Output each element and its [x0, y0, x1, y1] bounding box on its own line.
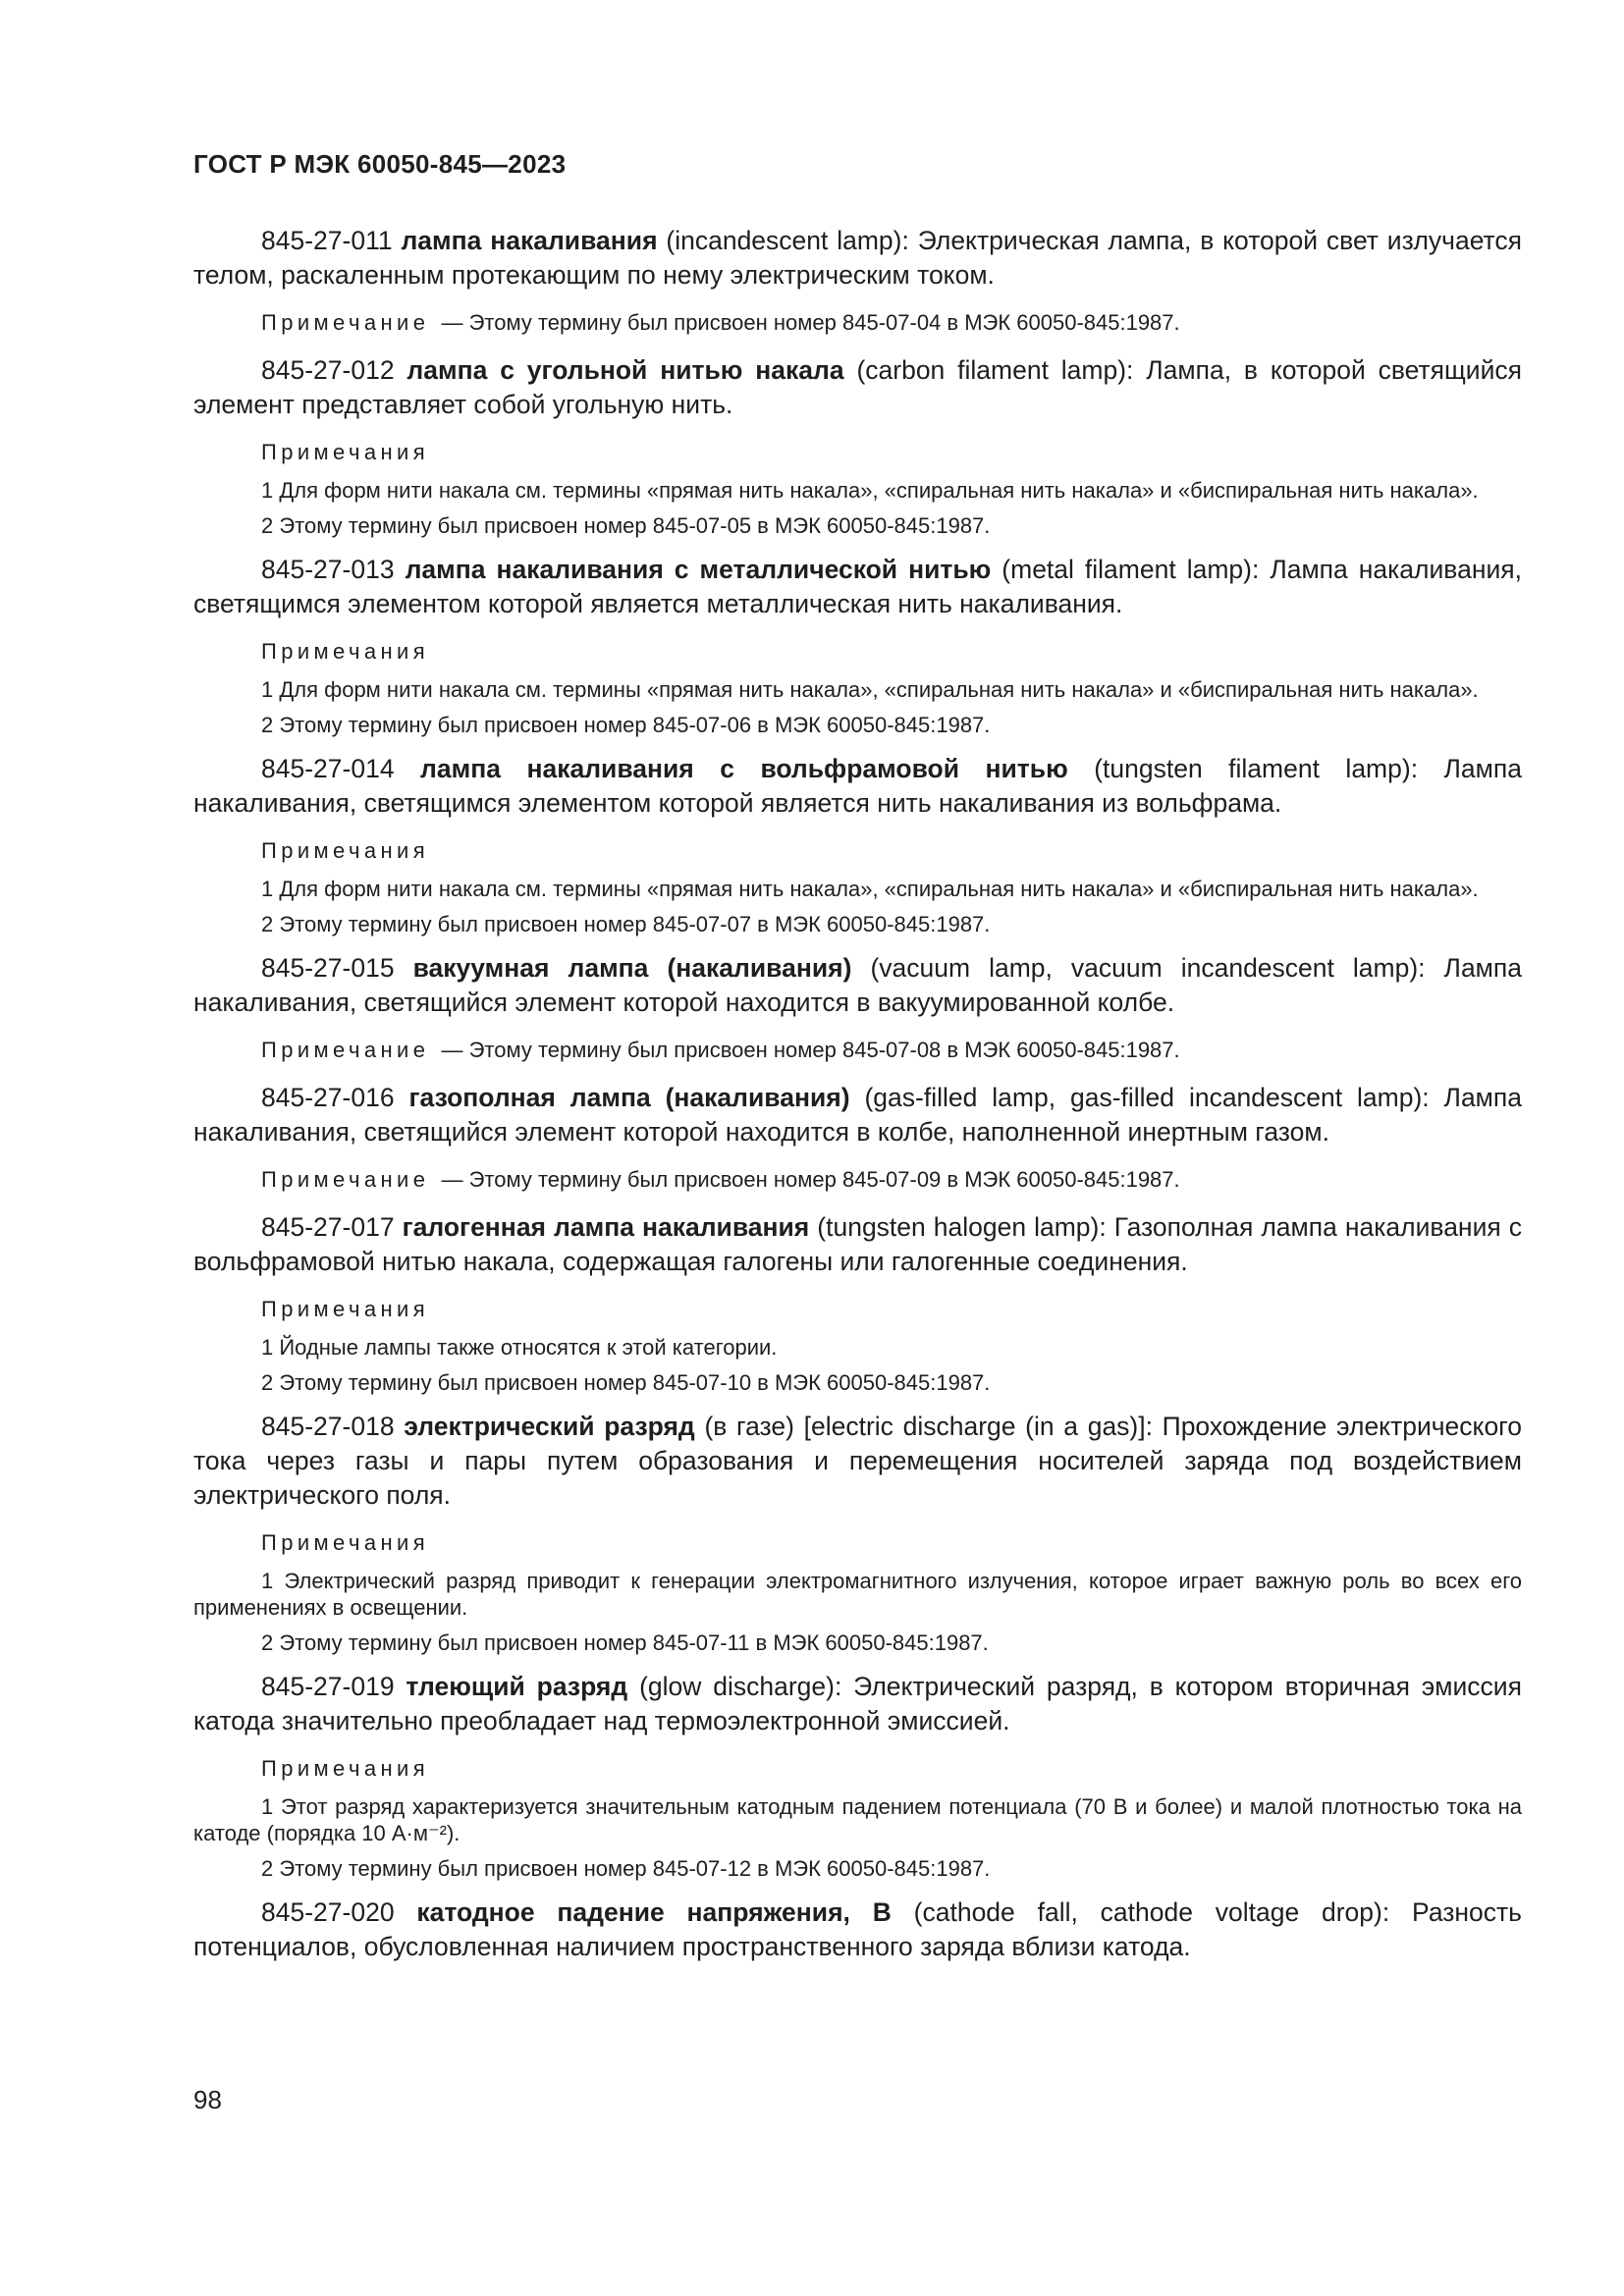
term-entry [193, 224, 1522, 338]
term-name: лампа накаливания [401, 226, 658, 255]
notes-list [193, 1568, 1522, 1656]
notes-label: Примечания [261, 440, 430, 464]
note-item: 1 Для форм нити накала см. термины «прямая нить накала», «спиральная нить накала» и «биспиральная нить накала». [261, 677, 1479, 702]
note-item: 2 Этому термину был присвоен номер 845-07-06 в МЭК 60050-845:1987. [261, 713, 991, 737]
term-name: лампа накаливания с вольфрамовой нитью [420, 754, 1068, 783]
notes-list [193, 1334, 1522, 1396]
term-number: 845-27-018 [261, 1412, 395, 1441]
term-paragraph [193, 353, 1522, 422]
term-paragraph [193, 1670, 1522, 1738]
term-definition: (vacuum lamp, vacuum incandescent lamp): Лампа накаливания, светящийся элемент которой находится в вакуумированной колбе. [193, 953, 1522, 1017]
term-definition: (glow discharge): Электрический разряд, в котором вторичная эмиссия катода значительно преобладает над термоэлектронной эмиссией. [193, 1672, 1522, 1735]
term-paragraph [193, 1210, 1522, 1279]
term-number: 845-27-019 [261, 1672, 395, 1701]
term-definition: (metal filament lamp): Лампа накаливания, светящимся элементом которой является металлическая нить накаливания. [193, 555, 1522, 618]
notes-label: Примечания [261, 639, 430, 664]
page-number: 98 [193, 2085, 222, 2114]
note-item: 2 Этому термину был присвоен номер 845-07-11 в МЭК 60050-845:1987. [261, 1630, 989, 1655]
term-paragraph [193, 553, 1522, 621]
note-item: 1 Электрический разряд приводит к генерации электромагнитного излучения, которое играет важную роль во всех его применениях в освещении. [193, 1569, 1522, 1620]
note-single [193, 308, 1522, 338]
note-text: — Этому термину был присвоен номер 845-07-04 в МЭК 60050-845:1987. [441, 310, 1180, 335]
terms-content [193, 224, 1522, 1980]
term-name: электрический разряд [404, 1412, 695, 1441]
term-definition: (cathode fall, cathode voltage drop): Разность потенциалов, обусловленная наличием пространственного заряда вблизи катода. [193, 1897, 1522, 1961]
note-item: 2 Этому термину был присвоен номер 845-07-07 в МЭК 60050-845:1987. [261, 912, 991, 936]
term-number: 845-27-014 [261, 754, 395, 783]
term-entry [193, 1896, 1522, 1964]
term-paragraph [193, 1896, 1522, 1964]
term-paragraph [193, 1081, 1522, 1149]
term-number: 845-27-017 [261, 1212, 395, 1242]
term-paragraph [193, 752, 1522, 821]
note-item: 1 Для форм нити накала см. термины «прямая нить накала», «спиральная нить накала» и «биспиральная нить накала». [261, 877, 1479, 901]
term-number: 845-27-020 [261, 1897, 395, 1927]
note-item: 1 Йодные лампы также относятся к этой категории. [261, 1335, 778, 1360]
notes-list [193, 676, 1522, 738]
notes-label: Примечания [261, 1756, 430, 1781]
term-name: вакуумная лампа (накаливания) [412, 953, 852, 983]
term-definition: (carbon filament lamp): Лампа, в которой светящийся элемент представляет собой угольную нить. [193, 355, 1522, 419]
term-name: газополная лампа (накаливания) [408, 1083, 850, 1112]
note-item: 1 Этот разряд характеризуется значительным катодным падением потенциала (70 В и более) и малой плотностью тока на катоде (порядка 10 А·м⁻²). [193, 1794, 1522, 1845]
term-definition: (tungsten halogen lamp): Газополная лампа накаливания с вольфрамовой нитью накала, содержащая галогены или галогенные соединения. [193, 1212, 1522, 1276]
notes-label: Примечания [261, 1297, 430, 1321]
note-item: 2 Этому термину был присвоен номер 845-07-10 в МЭК 60050-845:1987. [261, 1370, 991, 1395]
note-item: 2 Этому термину был присвоен номер 845-07-12 в МЭК 60050-845:1987. [261, 1856, 991, 1881]
term-name: катодное падение напряжения, В [416, 1897, 892, 1927]
note-text: — Этому термину был присвоен номер 845-07-08 в МЭК 60050-845:1987. [441, 1038, 1180, 1062]
standard-header: ГОСТ Р МЭК 60050-845—2023 [193, 149, 567, 179]
note-single [193, 1165, 1522, 1195]
notes-list [193, 876, 1522, 937]
term-name: галогенная лампа накаливания [402, 1212, 810, 1242]
note-item: 1 Для форм нити накала см. термины «прямая нить накала», «спиральная нить накала» и «биспиральная нить накала». [261, 478, 1479, 503]
term-entry [193, 553, 1522, 738]
term-entry [193, 752, 1522, 937]
term-paragraph [193, 1410, 1522, 1513]
notes-list [193, 477, 1522, 539]
term-name: лампа накаливания с металлической нитью [405, 555, 992, 584]
term-entry [193, 1210, 1522, 1396]
note-text: — Этому термину был присвоен номер 845-07-09 в МЭК 60050-845:1987. [441, 1167, 1180, 1192]
term-definition: (в газе) [electric discharge (in a gas)]: Прохождение электрического тока через газы и пары путем образования и перемещения носителей заряда под воздействием электрического поля. [193, 1412, 1523, 1510]
note-label: Примечание [261, 310, 430, 335]
term-entry [193, 1410, 1522, 1656]
term-definition: (tungsten filament lamp): Лампа накаливания, светящимся элементом которой является нить накаливания из вольфрама. [193, 754, 1522, 818]
notes-list [193, 1793, 1522, 1882]
term-entry [193, 951, 1522, 1065]
term-definition: (gas-filled lamp, gas-filled incandescent lamp): Лампа накаливания, светящийся элемент которой находится в колбе, наполненной инертным газом. [193, 1083, 1522, 1147]
term-number: 845-27-011 [261, 226, 393, 255]
term-paragraph [193, 951, 1522, 1020]
term-number: 845-27-015 [261, 953, 395, 983]
term-entry [193, 353, 1522, 539]
notes-label: Примечания [261, 1530, 430, 1555]
term-definition: (incandescent lamp): Электрическая лампа, в которой свет излучается телом, раскаленным протекающим по нему электрическим током. [193, 226, 1522, 290]
notes-label: Примечания [261, 838, 430, 863]
note-item: 2 Этому термину был присвоен номер 845-07-05 в МЭК 60050-845:1987. [261, 513, 991, 538]
term-name: тлеющий разряд [406, 1672, 628, 1701]
note-single [193, 1036, 1522, 1065]
note-label: Примечание [261, 1167, 430, 1192]
term-paragraph [193, 224, 1522, 293]
term-number: 845-27-013 [261, 555, 395, 584]
note-label: Примечание [261, 1038, 430, 1062]
term-number: 845-27-016 [261, 1083, 395, 1112]
term-entry [193, 1081, 1522, 1195]
term-entry [193, 1670, 1522, 1882]
term-name: лампа с угольной нитью накала [406, 355, 844, 385]
term-number: 845-27-012 [261, 355, 395, 385]
